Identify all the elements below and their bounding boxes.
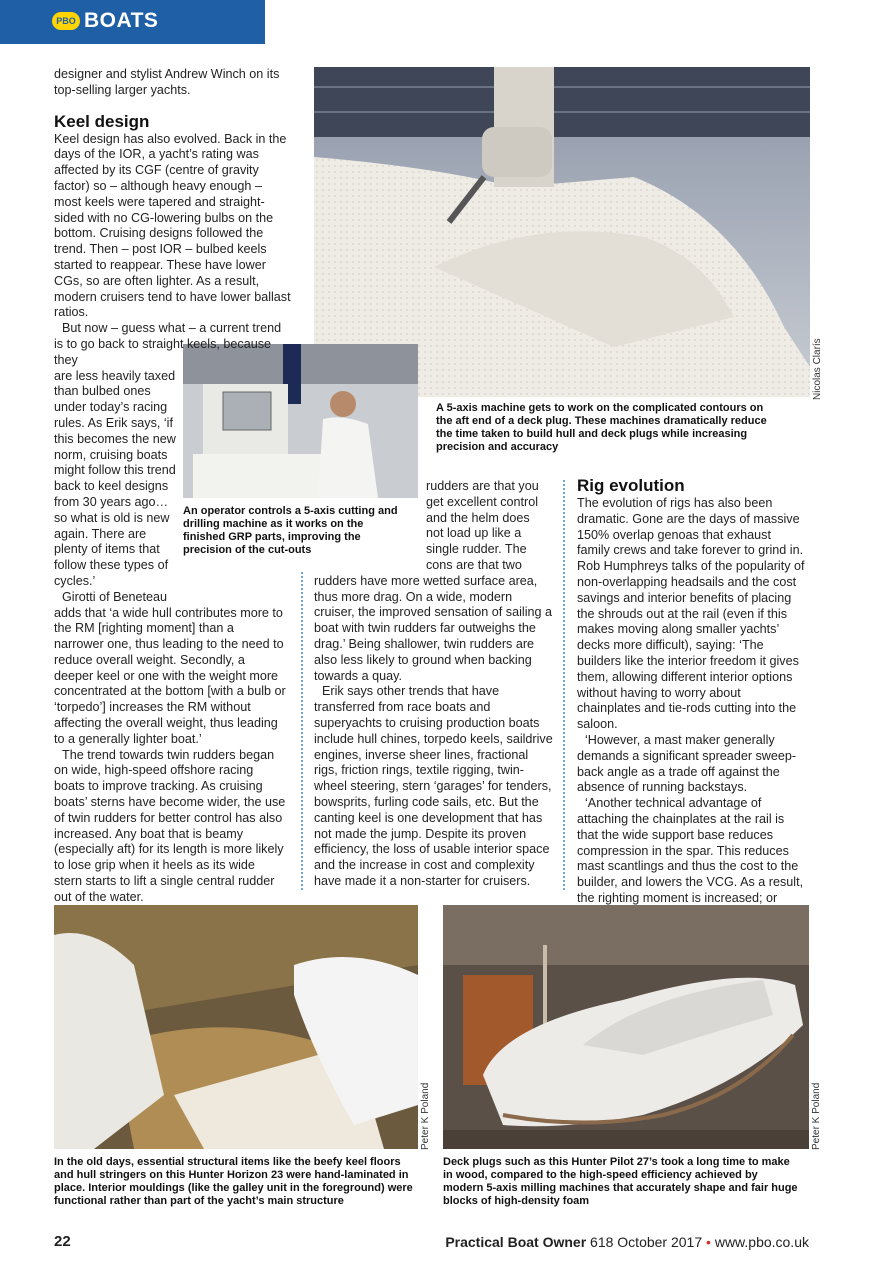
column-separator-2 — [563, 480, 565, 890]
keel-paragraph-3a: Girotti of Beneteau — [62, 589, 168, 604]
footer-credit-line — [445, 1234, 809, 1250]
magazine-name: Practical Boat Owner — [445, 1234, 587, 1250]
section-tag — [0, 0, 265, 44]
photo-hunter-horizon-interior — [54, 905, 418, 1149]
keel-paragraph-4: The trend towards twin rudders began on wide, high-speed offshore racing boats to improve tracking. As cruising boats’ sterns have become wider, the use of twin rudders for better control has also increased. Any boat that is beamy (especially aft) for its length is more likely to lose grip when it heels as its wide stern starts to lift a single central rudder out of the water. — [54, 747, 286, 904]
right-column — [577, 476, 807, 907]
rig-paragraph-3: ‘Another technical advantage of attaching the chainplates at the rail is that the wide support base reduces compression in the spar. This reduces mast scantlings and thus the cost to the builder, and lowers the VCG. As a result, the righting moment is increased; or — [577, 796, 804, 905]
intro-paragraph: designer and stylist Andrew Winch on its top-selling larger yachts. — [54, 67, 280, 97]
footer-bullet: • — [706, 1234, 711, 1250]
column-separator-1 — [301, 572, 303, 890]
rig-paragraph-2: ‘However, a mast maker generally demands a significant spreader sweep-back angle as a trade off against the absence of running backstays. — [577, 732, 797, 795]
photo-credit-bottom-left: Peter K Poland — [420, 1082, 431, 1150]
photo-hunter-pilot-plug — [443, 905, 809, 1149]
page-number: 22 — [54, 1233, 71, 1250]
photo-credit-top: Nicolas Clarís — [812, 338, 823, 400]
caption-deck-plug: A 5-axis machine gets to work on the complicated contours on the aft end of a deck plug. These machines dramatically reduce the time taken to build hull and deck plugs while increasing precision and accuracy — [436, 402, 767, 453]
heading-keel-design: Keel design — [54, 111, 150, 131]
rudder-paragraph-1a: rudders are that you get excellent control and the helm does not load up like a single rudder. The cons are that two — [426, 479, 539, 572]
trends-paragraph: Erik says other trends that have transferred from race boats and superyachts to cruising production boats include hull chines, torpedo keels, saildrive engines, inverse sheer lines, fractional rigs, friction rings, textile rigging, twin-wheel steering, stern ‘garages’ for tenders, bowsprits, furling code sails, etc. But the canting keel is one development that has not made the jump. Despite its proven efficiency, the loss of usable interior space and the increase in cost and complexity have made it a non-starter for cruisers. — [314, 684, 553, 888]
middle-column — [314, 479, 554, 890]
caption-hunter-pilot: Deck plugs such as this Hunter Pilot 27’s took a long time to make in wood, compared to the high-speed efficiency achieved by modern 5-axis milling machines that accurately shape and fair huge blocks of high-density foam — [443, 1156, 798, 1207]
rig-paragraph-1: The evolution of rigs has also been dramatic. Gone are the days of massive 150% overlap genoas that exhaust family crews and take forever to grind in. Rob Humphreys talks of the popularity of non-overlapping headsails and the cost savings and interior benefits of placing the shrouds out at the rail (even if this makes moving along smaller yachts’ decks more difficult), saying: ‘The builders like the interior freedom it gives them, allowing different interior options without having to worry about chainplates and tie-rods cutting into the saloon. — [577, 496, 805, 732]
caption-operator: An operator controls a 5-axis cutting and drilling machine as it works on the finished GRP parts, improving the precision of the cut-outs — [183, 505, 398, 556]
keel-paragraph-3b: adds that ‘a wide hull contributes more to the RM [righting moment] than a narrower one, thus leading to the need to reduce overall weight. Secondly, a deeper keel or one with the weight more concentrated at the bottom [with a bulb or ‘torpedo’] increases the RM without affecting the overall weight, thus leading to a generally lighter boat.’ — [54, 605, 286, 746]
keel-paragraph-2a: But now – guess what – a current trend is to go back to straight keels, because they — [54, 321, 282, 367]
section-title: BOATS — [84, 9, 159, 32]
keel-paragraph-2b: are less heavily taxed than bulbed ones under today’s racing rules. As Erik says, ‘if this becomes the new norm, cruising boats might follow this trend back to keel designs from 30 years ago… so what is old is new again. There are plenty of items that follow these types of cycles.’ — [54, 368, 176, 588]
rudder-paragraph-1b: rudders have more wetted surface area, thus more drag. On a wide, modern cruiser, the improved sensation of sailing a boat with twin rudders far outweighs the drag.’ Being shallower, twin rudders are also less likely to ground when backing towards a quay. — [314, 573, 553, 683]
caption-hunter-horizon: In the old days, essential structural items like the beefy keel floors and hull stringers on this Hunter Horizon 23 were hand-laminated in place. Interior mouldings (like the galley unit in the foreground) were functional rather than part of the yacht’s main structure — [54, 1156, 413, 1207]
photo-credit-bottom-right: Peter K Poland — [811, 1082, 822, 1150]
keel-paragraph-1: Keel design has also evolved. Back in the days of the IOR, a yacht’s rating was affected by its CGF (centre of gravity factor) so – although heavy enough – most keels were tapered and straight-sided with no CG-lowering bulbs on the bottom. Cruising designs followed the trend. Then – post IOR – bulbed keels started to reappear. These have lower CGs, so are often lighter. As a result, modern cruisers tend to have lower ballast ratios. — [54, 131, 291, 320]
heading-rig-evolution: Rig evolution — [577, 476, 685, 495]
website-link[interactable]: www.pbo.co.uk — [714, 1234, 809, 1250]
pbo-logo: PBO — [52, 12, 80, 30]
left-column — [54, 67, 299, 921]
issue-info: 618 October 2017 — [590, 1234, 703, 1250]
